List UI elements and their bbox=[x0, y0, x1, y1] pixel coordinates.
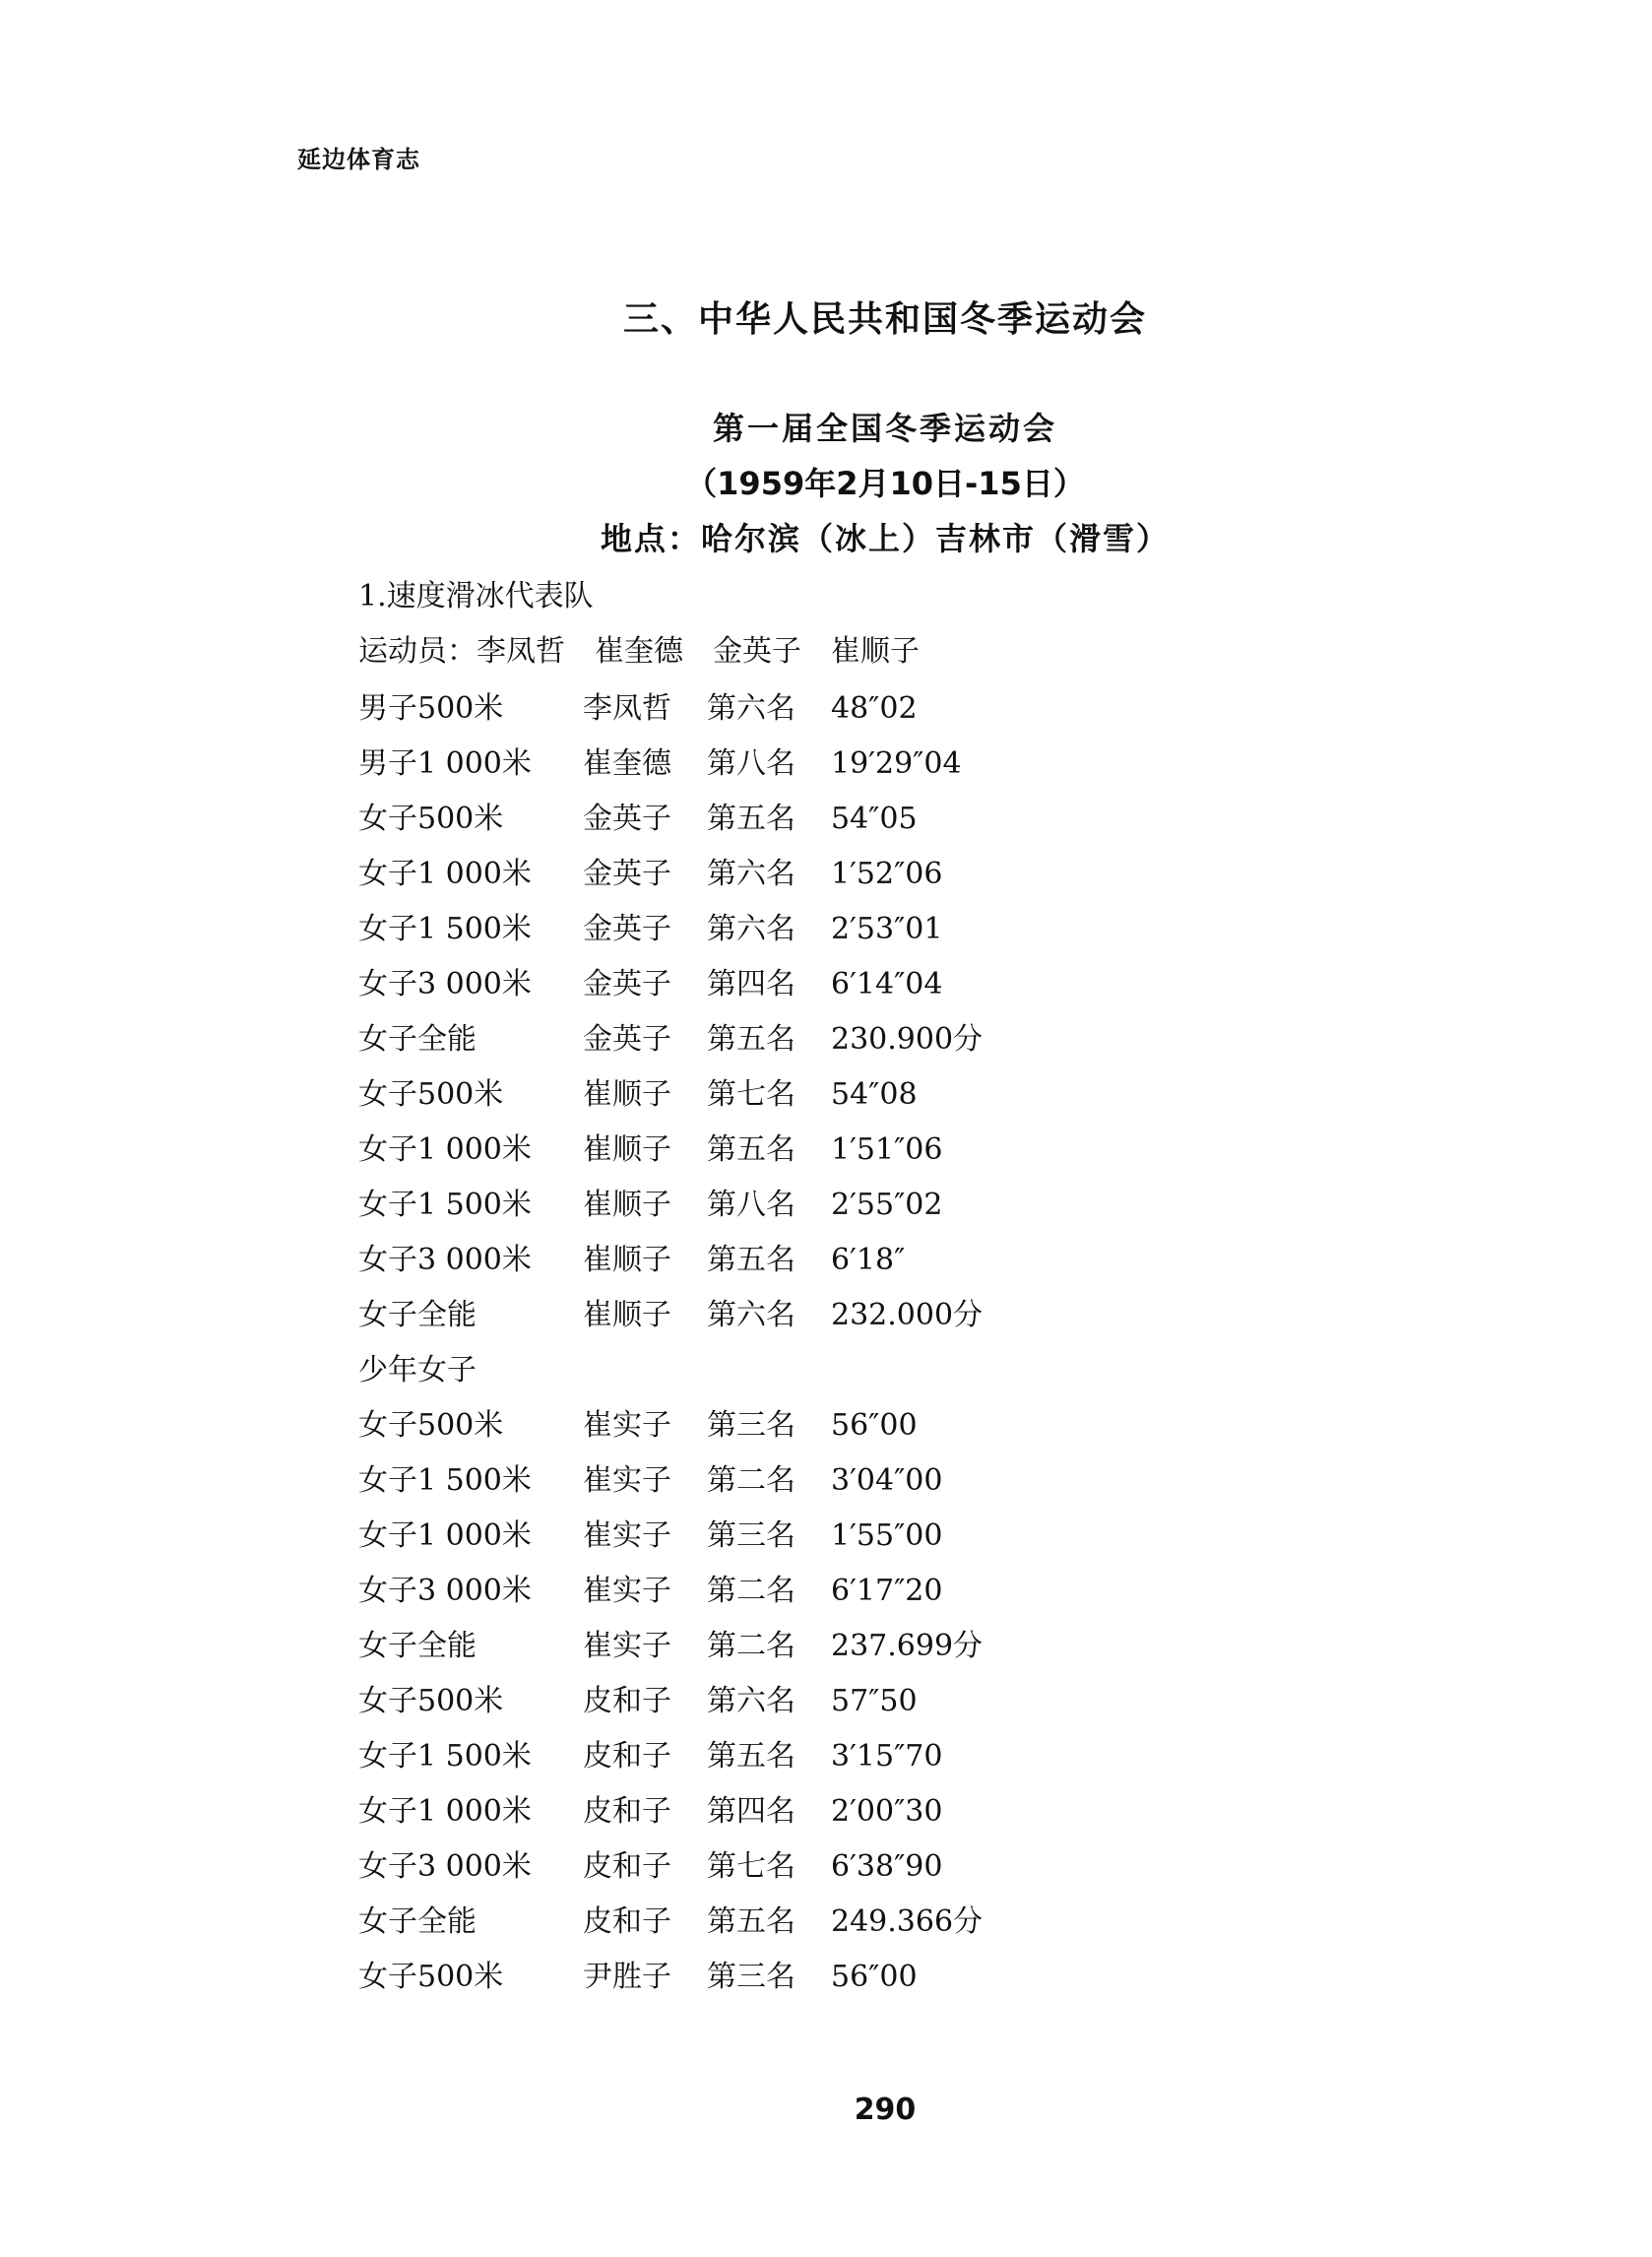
page-number: 290 bbox=[854, 2093, 917, 2127]
result-row bbox=[358, 1950, 1244, 2005]
result-value: 56″00 bbox=[831, 1960, 918, 1994]
result-rank: 第六名 bbox=[707, 1298, 795, 1332]
subheading-label: 少年女子 bbox=[358, 1353, 477, 1387]
running-head: 延边体育志 bbox=[297, 146, 420, 173]
result-row bbox=[358, 1288, 1244, 1343]
result-event: 男子1 000米 bbox=[358, 746, 532, 781]
result-athlete: 崔实子 bbox=[583, 1463, 671, 1498]
result-row bbox=[358, 1895, 1244, 1950]
result-event: 女子1 000米 bbox=[358, 857, 532, 891]
result-value: 3′04″00 bbox=[831, 1463, 943, 1498]
result-athlete: 李凤哲 bbox=[583, 691, 671, 726]
result-row bbox=[358, 1398, 1244, 1453]
result-value: 1′51″06 bbox=[831, 1132, 943, 1167]
result-row bbox=[358, 737, 1244, 792]
result-rank: 第四名 bbox=[707, 1794, 795, 1829]
result-rank: 第三名 bbox=[707, 1408, 795, 1443]
result-row bbox=[358, 1784, 1244, 1839]
result-athlete: 崔顺子 bbox=[583, 1243, 671, 1277]
result-value: 2′53″01 bbox=[831, 912, 943, 946]
result-value: 2′00″30 bbox=[831, 1794, 943, 1829]
result-athlete: 崔顺子 bbox=[583, 1298, 671, 1332]
section-title: 三、中华人民共和国冬季运动会 bbox=[622, 299, 1147, 340]
result-athlete: 皮和子 bbox=[583, 1904, 671, 1939]
result-rank: 第二名 bbox=[707, 1629, 795, 1663]
result-value: 2′55″02 bbox=[831, 1188, 943, 1222]
result-row bbox=[358, 1012, 1244, 1067]
results-list bbox=[358, 681, 1244, 2005]
result-rank: 第五名 bbox=[707, 802, 795, 836]
result-rank: 第六名 bbox=[707, 691, 795, 726]
result-athlete: 金英子 bbox=[583, 967, 671, 1001]
result-event: 男子500米 bbox=[358, 691, 504, 726]
result-event: 女子3 000米 bbox=[358, 1849, 532, 1884]
result-rank: 第五名 bbox=[707, 1243, 795, 1277]
result-athlete: 崔实子 bbox=[583, 1574, 671, 1608]
result-rank: 第五名 bbox=[707, 1904, 795, 1939]
result-athlete: 崔实子 bbox=[583, 1629, 671, 1663]
result-value: 57″50 bbox=[831, 1684, 918, 1718]
result-row bbox=[358, 1453, 1244, 1509]
result-row bbox=[358, 847, 1244, 902]
result-rank: 第二名 bbox=[707, 1574, 795, 1608]
result-rank: 第五名 bbox=[707, 1022, 795, 1057]
result-rank: 第八名 bbox=[707, 746, 795, 781]
result-event: 女子1 500米 bbox=[358, 1188, 532, 1222]
result-event: 女子全能 bbox=[358, 1298, 477, 1332]
result-value: 230.900分 bbox=[831, 1022, 984, 1057]
result-event: 女子500米 bbox=[358, 802, 504, 836]
result-row bbox=[358, 1674, 1244, 1729]
result-row bbox=[358, 681, 1244, 737]
result-row bbox=[358, 1178, 1244, 1233]
result-event: 女子3 000米 bbox=[358, 967, 532, 1001]
result-value: 54″05 bbox=[831, 802, 918, 836]
result-value: 19′29″04 bbox=[831, 746, 962, 781]
result-athlete: 崔顺子 bbox=[583, 1077, 671, 1112]
result-event: 女子全能 bbox=[358, 1022, 477, 1057]
result-event: 女子500米 bbox=[358, 1408, 504, 1443]
result-value: 6′17″20 bbox=[831, 1574, 943, 1608]
result-rank: 第三名 bbox=[707, 1518, 795, 1553]
result-value: 48″02 bbox=[831, 691, 918, 726]
result-row bbox=[358, 792, 1244, 847]
result-event: 女子1 000米 bbox=[358, 1132, 532, 1167]
result-event: 女子1 000米 bbox=[358, 1518, 532, 1553]
result-athlete: 金英子 bbox=[583, 802, 671, 836]
result-rank: 第四名 bbox=[707, 967, 795, 1001]
result-athlete: 崔实子 bbox=[583, 1518, 671, 1553]
result-event: 女子3 000米 bbox=[358, 1574, 532, 1608]
result-event: 女子1 500米 bbox=[358, 912, 532, 946]
result-row bbox=[358, 1729, 1244, 1784]
result-row bbox=[358, 1564, 1244, 1619]
result-athlete: 崔奎德 bbox=[583, 746, 671, 781]
result-value: 6′18″ bbox=[831, 1243, 906, 1277]
result-value: 6′38″90 bbox=[831, 1849, 943, 1884]
result-rank: 第八名 bbox=[707, 1188, 795, 1222]
result-rank: 第六名 bbox=[707, 1684, 795, 1718]
team-heading: 1.速度滑冰代表队 bbox=[358, 579, 594, 613]
result-value: 232.000分 bbox=[831, 1298, 984, 1332]
result-value: 54″08 bbox=[831, 1077, 918, 1112]
results-subheading bbox=[358, 1343, 1244, 1398]
result-athlete: 金英子 bbox=[583, 912, 671, 946]
result-athlete: 金英子 bbox=[583, 857, 671, 891]
result-event: 女子1 500米 bbox=[358, 1739, 532, 1773]
result-row bbox=[358, 902, 1244, 957]
result-rank: 第五名 bbox=[707, 1739, 795, 1773]
result-row bbox=[358, 1233, 1244, 1288]
result-event: 女子全能 bbox=[358, 1629, 477, 1663]
result-rank: 第六名 bbox=[707, 857, 795, 891]
result-row bbox=[358, 1123, 1244, 1178]
athletes-line: 运动员：李凤哲 崔奎德 金英子 崔顺子 bbox=[358, 634, 920, 669]
result-value: 6′14″04 bbox=[831, 967, 943, 1001]
result-row bbox=[358, 1509, 1244, 1564]
result-value: 249.366分 bbox=[831, 1904, 984, 1939]
result-row bbox=[358, 1839, 1244, 1895]
result-athlete: 尹胜子 bbox=[583, 1960, 671, 1994]
result-value: 3′15″70 bbox=[831, 1739, 943, 1773]
result-event: 女子500米 bbox=[358, 1077, 504, 1112]
result-event: 女子500米 bbox=[358, 1960, 504, 1994]
result-event: 女子全能 bbox=[358, 1904, 477, 1939]
result-athlete: 皮和子 bbox=[583, 1849, 671, 1884]
result-rank: 第七名 bbox=[707, 1849, 795, 1884]
result-athlete: 崔顺子 bbox=[583, 1132, 671, 1167]
result-event: 女子500米 bbox=[358, 1684, 504, 1718]
result-athlete: 金英子 bbox=[583, 1022, 671, 1057]
result-rank: 第七名 bbox=[707, 1077, 795, 1112]
result-row bbox=[358, 957, 1244, 1012]
result-athlete: 崔顺子 bbox=[583, 1188, 671, 1222]
result-event: 女子1 000米 bbox=[358, 1794, 532, 1829]
result-row bbox=[358, 1619, 1244, 1674]
result-value: 237.699分 bbox=[831, 1629, 984, 1663]
result-event: 女子1 500米 bbox=[358, 1463, 532, 1498]
result-value: 56″00 bbox=[831, 1408, 918, 1443]
result-athlete: 崔实子 bbox=[583, 1408, 671, 1443]
event-title: 第一届全国冬季运动会 bbox=[712, 410, 1057, 447]
result-value: 1′52″06 bbox=[831, 857, 943, 891]
result-athlete: 皮和子 bbox=[583, 1739, 671, 1773]
result-rank: 第三名 bbox=[707, 1960, 795, 1994]
event-dates: （1959年2月10日-15日） bbox=[685, 465, 1085, 502]
result-rank: 第六名 bbox=[707, 912, 795, 946]
result-athlete: 皮和子 bbox=[583, 1684, 671, 1718]
result-row bbox=[358, 1067, 1244, 1123]
result-event: 女子3 000米 bbox=[358, 1243, 532, 1277]
event-location: 地点：哈尔滨（冰上）吉林市（滑雪） bbox=[600, 520, 1170, 557]
result-rank: 第五名 bbox=[707, 1132, 795, 1167]
result-value: 1′55″00 bbox=[831, 1518, 943, 1553]
result-athlete: 皮和子 bbox=[583, 1794, 671, 1829]
result-rank: 第二名 bbox=[707, 1463, 795, 1498]
